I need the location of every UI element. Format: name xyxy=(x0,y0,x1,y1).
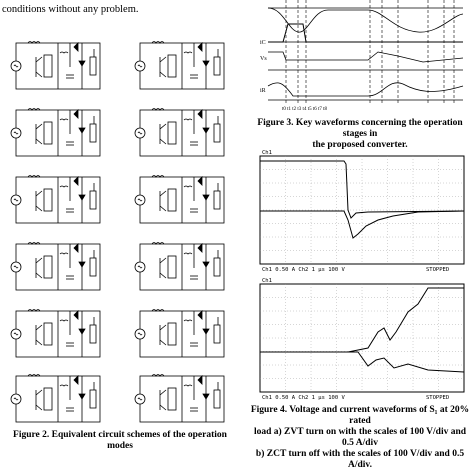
circuit-schematic-9 xyxy=(8,305,108,362)
scope-b-footer-right: STOPPED xyxy=(426,395,450,401)
circuit-schematic-5 xyxy=(8,171,108,228)
scope-a-header: Ch1 xyxy=(262,150,272,156)
figure3-caption-line2: the proposed converter. xyxy=(312,140,408,150)
wave-label-vs: Vs xyxy=(260,56,267,62)
circuit-schematic-10 xyxy=(132,305,232,362)
wave-time-labels: t0 t1 t2 t3 t4 t5 t6 t7 t8 xyxy=(282,107,328,112)
circuit-schematic-3 xyxy=(8,104,108,161)
scope-a-footer-left: Ch1 0.50 A Ch2 1 μs 100 V xyxy=(262,267,345,273)
figure3-key-waveforms xyxy=(258,0,468,112)
circuit-schematic-12 xyxy=(132,370,232,427)
wave-label-ic: iC xyxy=(260,40,266,46)
figure3-caption xyxy=(248,118,472,151)
figure4b-scope xyxy=(258,278,468,402)
wave-label-ir: iR xyxy=(260,88,266,94)
circuit-schematic-7 xyxy=(8,238,108,295)
circuit-schematic-11 xyxy=(8,370,108,427)
circuit-schematic-4 xyxy=(132,104,232,161)
figure4-caption-line2: load a) ZVT turn on with the scales of 100 V/div and 0.5 A/div xyxy=(253,427,467,448)
scope-b-footer-left: Ch1 0.50 A Ch2 1 μs 100 V xyxy=(262,395,345,401)
circuit-schematic-6 xyxy=(132,171,232,228)
figure3-caption-line1: Figure 3. Key waveforms concerning the operation stages in xyxy=(257,118,463,139)
scope-b-header: Ch1 xyxy=(262,278,272,284)
circuit-schematic-8 xyxy=(132,238,232,295)
figure4-caption xyxy=(248,405,472,471)
circuit-schematic-1 xyxy=(8,37,108,94)
circuit-schematic-2 xyxy=(132,37,232,94)
figure4-caption-line3: b) ZCT turn off with the scales of 100 V/div and 0.5 A/div. xyxy=(255,449,465,470)
figure4a-scope xyxy=(258,150,468,274)
scope-a-footer-right: STOPPED xyxy=(426,267,450,273)
figure2-caption: Figure 2. Equivalent circuit schemes of the operation modes xyxy=(13,430,227,451)
intro-text: conditions without any problem. xyxy=(2,4,139,15)
figure4-caption-line1: Figure 4. Voltage and current waveforms of S₁ at 20% rated xyxy=(250,405,470,426)
